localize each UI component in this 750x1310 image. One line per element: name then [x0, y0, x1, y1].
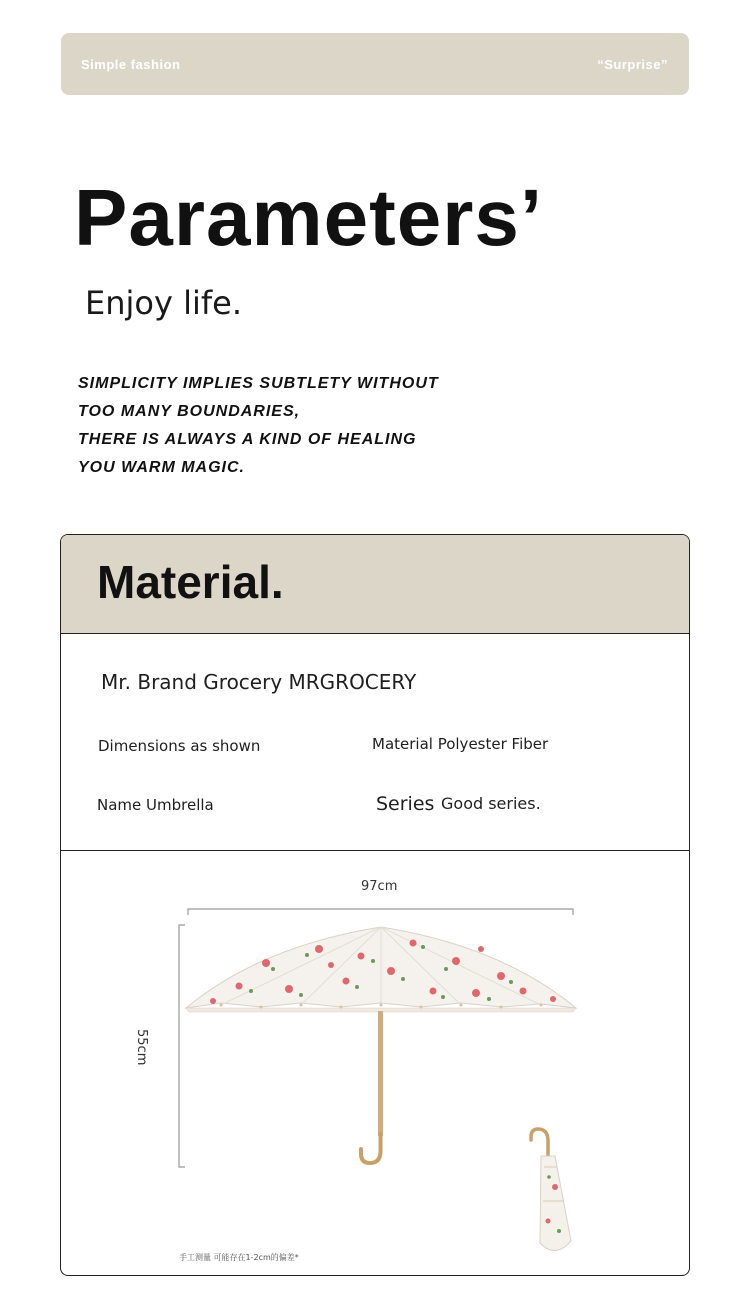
series-value: Good series.: [441, 794, 541, 813]
open-umbrella: [186, 927, 576, 1163]
page-title: Parameters’: [74, 173, 544, 262]
height-label: 55cm: [134, 1029, 149, 1066]
material-card: [60, 534, 690, 1276]
width-dimension-line: [188, 909, 573, 915]
slogan-line: YOU WARM MAGIC.: [78, 459, 245, 476]
dimensions-text: Dimensions as shown: [98, 737, 261, 755]
material-card-header: [61, 535, 689, 634]
slogan-line: SIMPLICITY IMPLIES SUBTLETY WITHOUT: [78, 375, 439, 392]
umbrella-shaft: [378, 1011, 383, 1136]
folded-umbrella: [531, 1129, 571, 1251]
brand-text: Mr. Brand Grocery MRGROCERY: [101, 670, 417, 694]
banner-right-text: “Surprise”: [597, 57, 668, 72]
height-dimension-line: [179, 925, 185, 1167]
slogan-block: [78, 370, 439, 482]
material-text: Material Polyester Fiber: [372, 735, 549, 753]
name-text: Name Umbrella: [97, 796, 214, 814]
series-label: Series: [376, 793, 435, 815]
page-subtitle: Enjoy life.: [85, 284, 242, 322]
banner-left-text: Simple fashion: [81, 57, 181, 72]
slogan-line: THERE IS ALWAYS A KIND OF HEALING: [78, 431, 417, 448]
top-banner: [61, 33, 689, 95]
slogan-line: TOO MANY BOUNDARIES,: [78, 403, 301, 420]
spec-section: [61, 634, 689, 851]
umbrella-handle: [361, 1134, 381, 1163]
umbrella-figure: [61, 851, 689, 1275]
width-label: 97cm: [361, 879, 398, 894]
measurement-note: 手工测量 可能存在1-2cm的偏差*: [179, 1253, 299, 1262]
material-heading: Material.: [97, 556, 284, 608]
umbrella-illustration: [61, 851, 689, 1275]
